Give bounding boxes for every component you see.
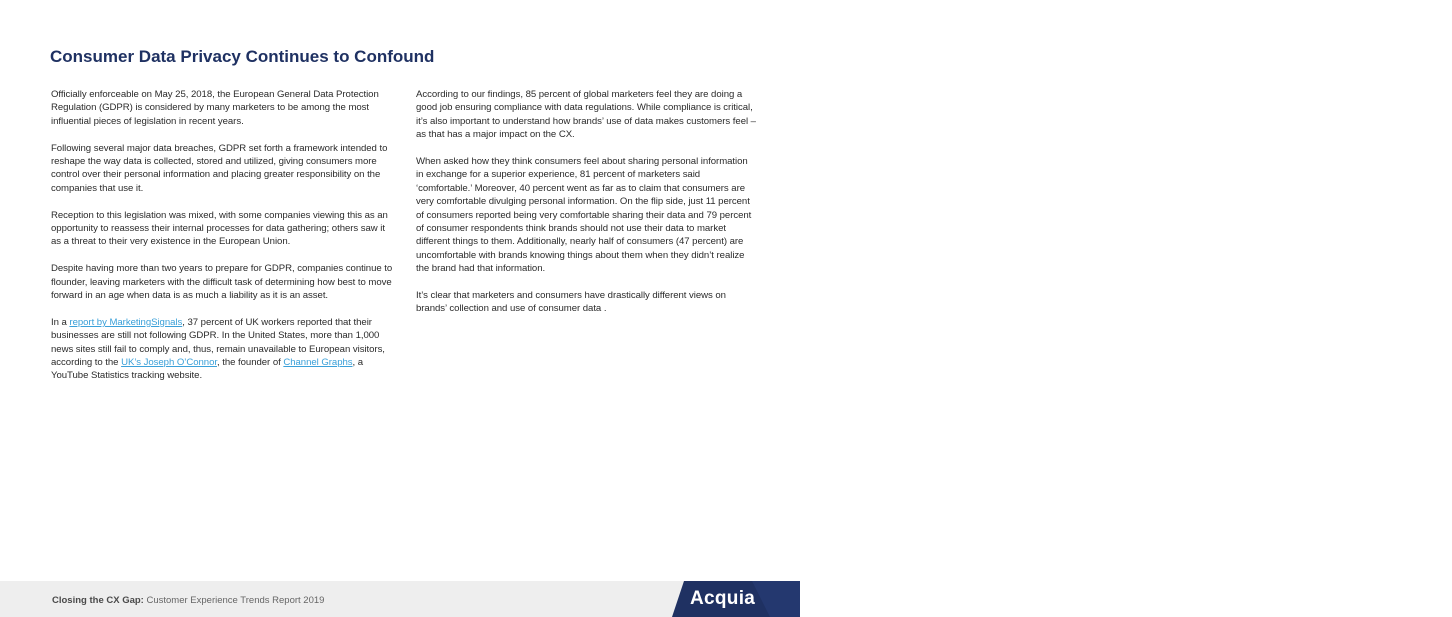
text-segment: , the founder of	[216, 357, 284, 369]
paragraph-consumer-comfort: When asked how they think consumers feel about sharing personal information in exchange for a superior experience, 81 percent of marketers said ‘comfortable.’ Moreover, 40 percent went as far as to claim that consumers are very comfortable divulging personal information. On the flip side, just 11 percent of consumers reported being very comfortable sharing their data and 79 percent of consumer respondents think brands should not use their data to market different things to them. Additionally, nearly half of consumers (47 percent) are uncomfortable with brands knowing things about them when they didn’t realize the brand had that information.	[416, 156, 752, 275]
report-link[interactable]: report by MarketingSignals	[69, 316, 183, 328]
paragraph-conclusion: It’s clear that marketers and consumers have drastically different views on brands’ collection and use of consumer data .	[416, 290, 726, 315]
text-segment: , a YouTube Statistics tracking website.	[51, 357, 364, 382]
right-column	[416, 88, 756, 329]
page-number: 12	[1440, 592, 1452, 604]
paragraph-gdpr-compliance	[51, 316, 396, 383]
report-title-bold: Closing the CX Gap:	[52, 595, 144, 606]
report-title	[52, 595, 324, 606]
report-title-rest: Customer Experience Trends Report 2019	[143, 595, 325, 606]
channel-graphs-link[interactable]: Channel Graphs	[283, 357, 353, 369]
paragraph-gdpr-intro: Officially enforceable on May 25, 2018, the European General Data Protection Regulation (GDPR) is considered by many marketers to be among the most influential pieces of legislation in recent years.	[51, 89, 379, 127]
oconnor-link[interactable]: UK’s Joseph O’Connor	[121, 357, 217, 369]
paragraph-marketer-findings: According to our findings, 85 percent of global marketers feel they are doing a good job ensuring compliance with data regulations. While compliance is critical, it’s also important to understand how brands’ use of data makes customers feel – as that has a major impact on the CX.	[416, 89, 756, 141]
text-segment: , 37 percent of UK workers reported that their businesses are still not following GDPR. In the United States, more than 1,000 news sites still fail to comply and, thus, remain unavailable to European visitors, according to the	[51, 316, 385, 369]
paragraph-gdpr-flounder: Despite having more than two years to prepare for GDPR, companies continue to flounder, leaving marketers with the difficult task of determining how best to move forward in an age when data is as much a liability as it is an asset.	[51, 263, 393, 302]
page-title: Consumer Data Privacy Continues to Confound	[50, 47, 435, 66]
left-column	[51, 88, 396, 396]
paragraph-gdpr-framework: Following several major data breaches, GDPR set forth a framework intended to reshape the way data is collected, stored and utilized, giving consumers more control over their personal information and placing greater responsibility on the companies that use it.	[51, 142, 388, 194]
logo-text: Acquia	[690, 588, 756, 609]
paragraph-gdpr-reception: Reception to this legislation was mixed, with some companies viewing this as an opportunity to reassess their internal processes for data gathering; others saw it as a threat to their very existence in the European Union.	[51, 209, 388, 248]
acquia-logo	[672, 581, 1452, 617]
text-segment: In a	[51, 316, 70, 328]
footer-bar	[0, 581, 1452, 617]
